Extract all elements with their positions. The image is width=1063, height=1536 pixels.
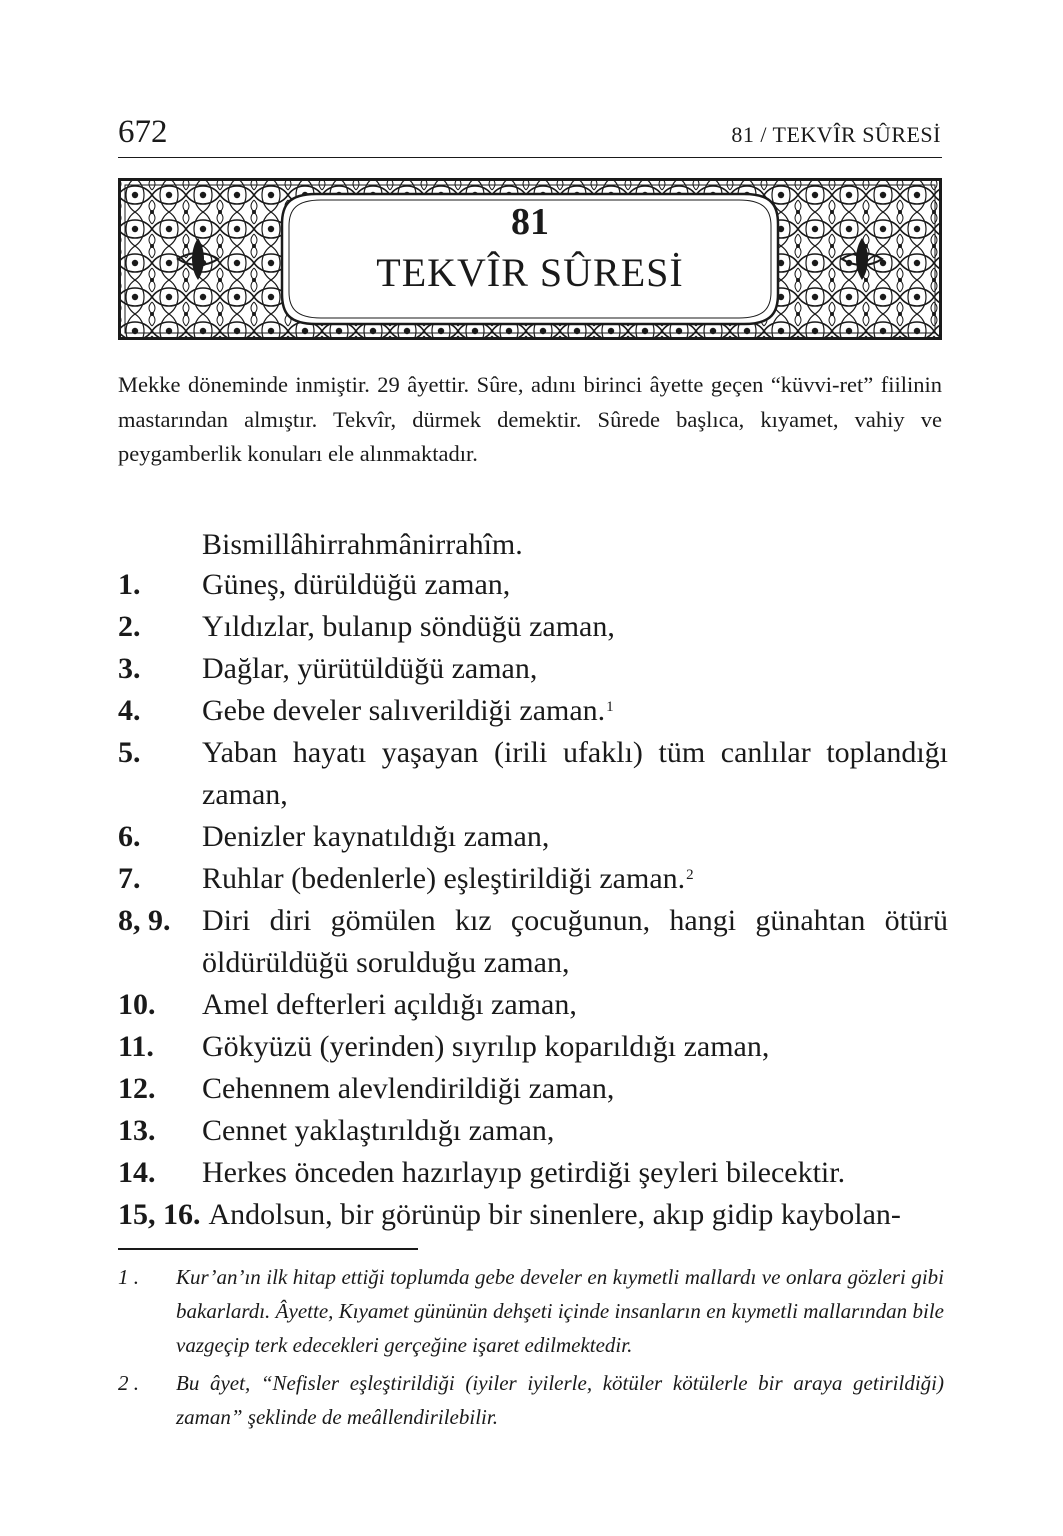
verse-text: Gökyüzü (yerinden) sıyrılıp koparıldığı zaman, <box>202 1030 770 1063</box>
verse-text-body: Ruhlar (bedenlerle) eşleştirildiği zaman. <box>202 862 686 895</box>
verse-text-body: Gebe develer salıverildiği zaman. <box>202 694 606 727</box>
verse-number: 1. <box>118 568 141 601</box>
footnote-text: Kur’an’ın ilk hitap ettiği toplumda gebe develer en kıymetli mallardı ve onlara gözleri gibi bakarlardı. Âyette, Kıyamet gününün dehşeti içinde insanların en kıymetli mallarından bile vazgeçip terk edecekleri gerçeğine işaret edilmektedir. <box>176 1265 944 1357</box>
verse-text: Dağlar, yürütüldüğü zaman, <box>202 652 538 685</box>
verse <box>118 816 948 858</box>
verse-number: 4. <box>118 694 141 727</box>
verse <box>118 900 948 984</box>
verse-text: Güneş, dürüldüğü zaman, <box>202 568 511 601</box>
verse-text: Diri diri gömülen kız çocuğunun, hangi günahtan ötürü öldürüldüğü sorulduğu zaman, <box>202 904 948 979</box>
verse <box>118 984 948 1026</box>
verse-number: 10. <box>118 988 156 1021</box>
verse-number: 15, 16. <box>118 1198 201 1231</box>
verse <box>118 1110 948 1152</box>
verse <box>118 648 948 690</box>
verse-text <box>202 858 948 900</box>
verse-text: Cehennem alevlendirildiği zaman, <box>202 1072 615 1105</box>
footnote <box>118 1260 944 1362</box>
verse <box>118 606 948 648</box>
page-number: 672 <box>118 114 168 150</box>
verse-number: 14. <box>118 1156 156 1189</box>
verse-text: Yaban hayatı yaşayan (irili ufaklı) tüm canlılar toplandığı zaman, <box>202 736 948 811</box>
verse-text: Yıldızlar, bulanıp söndüğü zaman, <box>202 610 615 643</box>
footnote-text: Bu âyet, “Nefisler eşleştirildiği (iyiler iyilerle, kötüler kötülerle bir araya getirildiği) zaman” şeklinde de meâllendirilebilir. <box>176 1371 944 1429</box>
verse-text: Cennet yaklaştırıldığı zaman, <box>202 1114 555 1147</box>
footnote-marker[interactable]: 1 <box>606 699 614 715</box>
verse <box>118 858 948 900</box>
verse <box>118 1026 948 1068</box>
footnotes <box>118 1260 944 1438</box>
verse-number: 8, 9. <box>118 904 171 937</box>
verse-number: 7. <box>118 862 141 895</box>
verse <box>118 1068 948 1110</box>
verse-number: 13. <box>118 1114 156 1147</box>
surah-number: 81 <box>511 201 549 243</box>
verse-number: 11. <box>118 1030 154 1063</box>
running-head: 81 / TEKVÎR SÛRESİ <box>731 122 941 147</box>
surah-title: TEKVÎR SÛRESİ <box>376 250 684 295</box>
verse-text <box>202 690 948 732</box>
verse <box>118 1194 948 1236</box>
verse-text: Andolsun, bir görünüp bir sinenlere, akıp gidip kaybolan- <box>208 1198 901 1231</box>
footnote-number: 2 . <box>118 1371 139 1395</box>
verse-text: Denizler kaynatıldığı zaman, <box>202 820 550 853</box>
verse-number: 2. <box>118 610 141 643</box>
footnote-rule <box>118 1248 418 1250</box>
basmala: Bismillâhirrahmânirrahîm. <box>202 528 523 561</box>
verse <box>118 564 948 606</box>
footnote-marker[interactable]: 2 <box>686 867 694 883</box>
title-banner <box>118 178 942 340</box>
header-rule <box>118 157 942 158</box>
verse <box>118 1152 948 1194</box>
verse-number: 5. <box>118 736 141 769</box>
verse-list <box>118 564 948 1236</box>
verse <box>118 732 948 816</box>
verse-text: Amel defterleri açıldığı zaman, <box>202 988 577 1021</box>
verse-number: 3. <box>118 652 141 685</box>
footnote <box>118 1366 944 1434</box>
surah-introduction: Mekke döneminde inmiştir. 29 âyettir. Sûre, adını birinci âyette geçen “küvvi-ret” fiilinin mastarından almıştır. Tekvîr, dürmek demektir. Sûrede başlıca, kıyamet, vahiy ve peygamberlik konuları ele alınmaktadır. <box>118 372 942 466</box>
verse-number: 6. <box>118 820 141 853</box>
verse <box>118 690 948 732</box>
verse-text: Herkes önceden hazırlayıp getirdiği şeyleri bilecektir. <box>202 1156 846 1189</box>
footnote-number: 1 . <box>118 1265 139 1289</box>
verse-number: 12. <box>118 1072 156 1105</box>
